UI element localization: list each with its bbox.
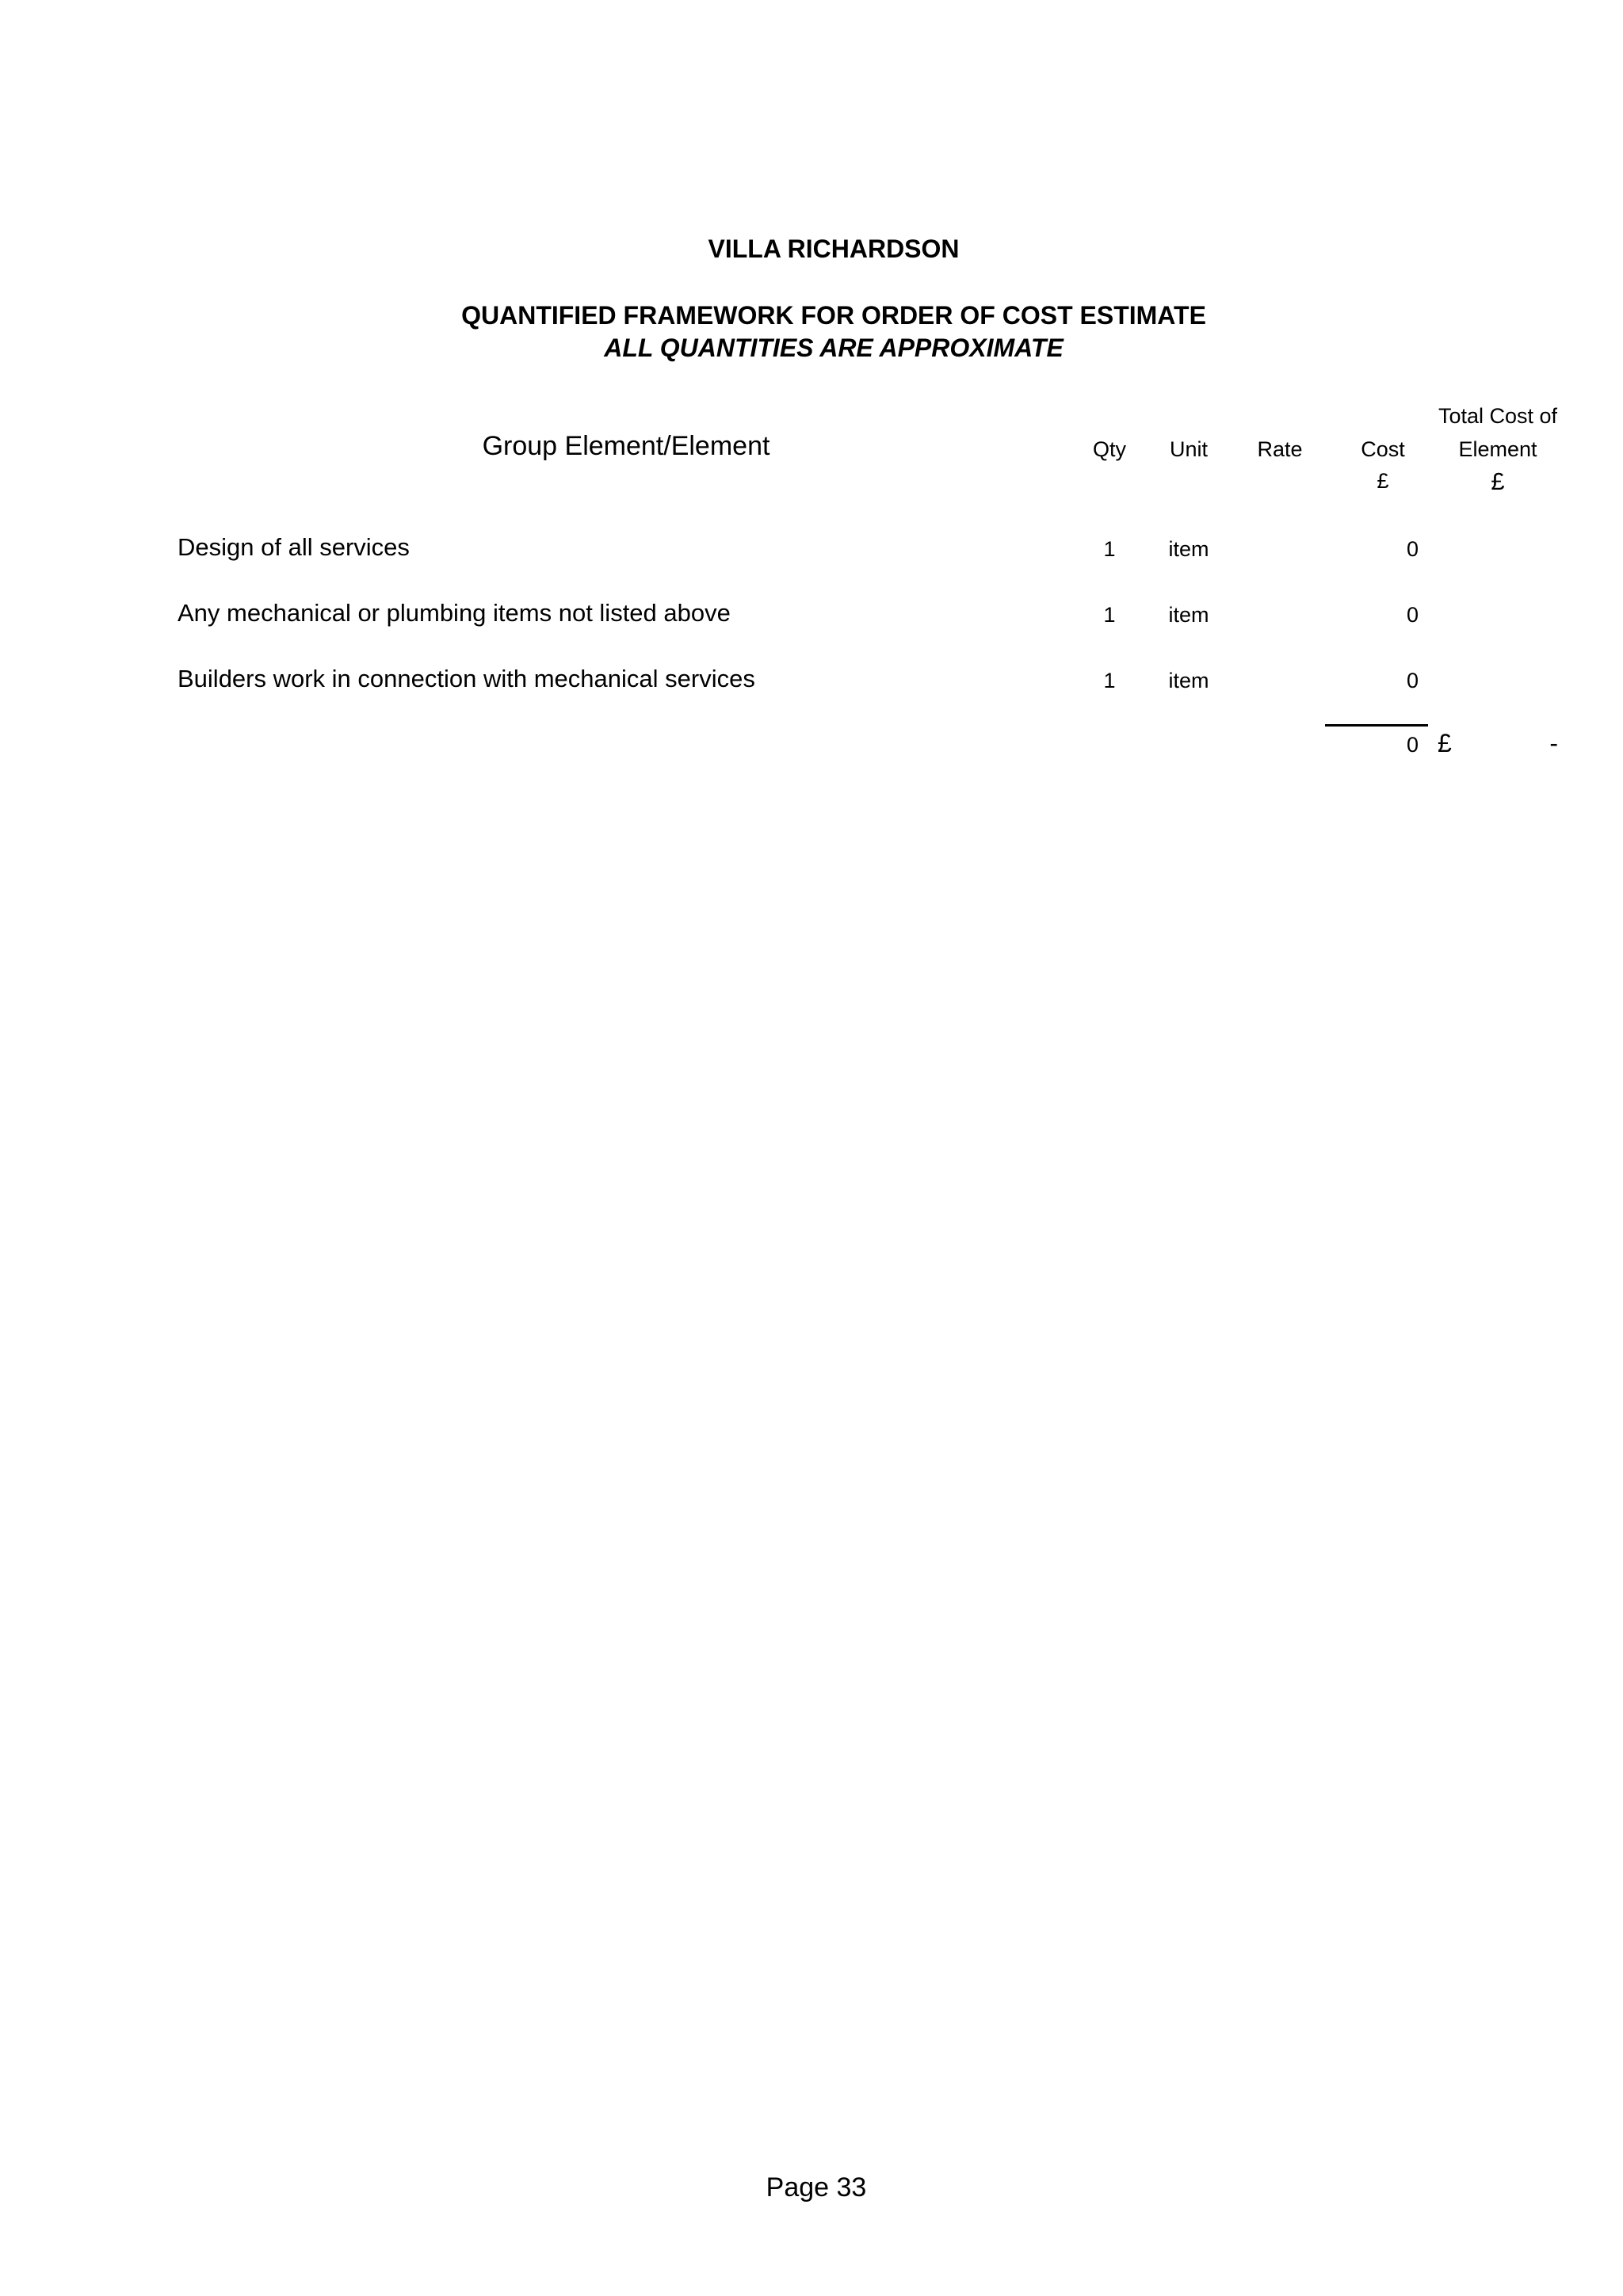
row-qty: 1 (1103, 603, 1116, 627)
subtotal-total: - (1549, 729, 1558, 757)
row-description: Builders work in connection with mechanical services (178, 665, 755, 692)
approximate-note: ALL QUANTITIES ARE APPROXIMATE (604, 334, 1064, 362)
header-cost: Cost (1361, 437, 1405, 461)
page-number: Page 33 (766, 2172, 867, 2203)
header-element: Group Element/Element (482, 431, 770, 461)
row-cost: 0 (1406, 669, 1419, 692)
header-total-line2: Element (1458, 437, 1537, 461)
subtotal-currency: £ (1438, 729, 1452, 757)
header-total-currency: £ (1491, 467, 1505, 495)
row-cost: 0 (1406, 537, 1419, 561)
row-cost: 0 (1406, 603, 1419, 627)
document-title: VILLA RICHARDSON (708, 235, 960, 263)
header-qty: Qty (1092, 437, 1126, 461)
row-description: Any mechanical or plumbing items not listed above (178, 599, 731, 627)
row-unit: item (1168, 537, 1209, 561)
row-description: Design of all services (178, 533, 410, 561)
row-qty: 1 (1103, 537, 1116, 561)
header-total-line1: Total Cost of (1438, 404, 1558, 428)
row-qty: 1 (1103, 669, 1116, 692)
header-cost-currency: £ (1377, 469, 1389, 493)
document-subtitle: QUANTIFIED FRAMEWORK FOR ORDER OF COST ESTIMATE (461, 301, 1206, 330)
header-rate: Rate (1257, 437, 1303, 461)
subtotal-rule (1325, 724, 1428, 727)
header-unit: Unit (1169, 437, 1208, 461)
subtotal-cost: 0 (1406, 733, 1419, 757)
row-unit: item (1168, 603, 1209, 627)
row-unit: item (1168, 669, 1209, 692)
